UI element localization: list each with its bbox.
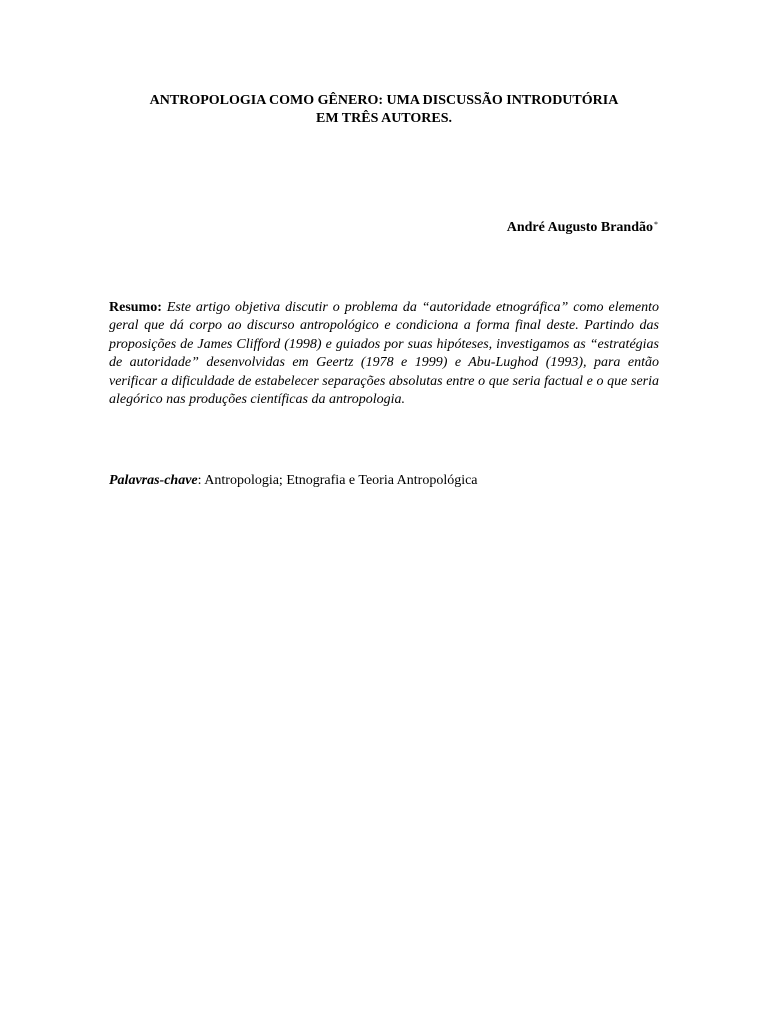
keywords-text: Antropologia; Etnografia e Teoria Antropológica [204,473,478,488]
author-line [507,219,658,237]
author-name: André Augusto Brandão [506,220,653,235]
paper-title [100,92,668,128]
paper-title-line-2: EM TRÊS AUTORES. [315,111,453,126]
abstract-label: Resumo: [109,300,162,315]
author-footnote-mark: * [654,220,658,229]
paper-title-line-1: ANTROPOLOGIA COMO GÊNERO: UMA DISCUSSÃO INTRODUTÓRIA [149,93,619,108]
keywords-line [109,472,659,490]
abstract-text: Este artigo objetiva discutir o problema da “autoridade etnográfica” como elemento geral que dá corpo ao discurso antropológico e condiciona a forma final deste. Partindo das proposições de James Clifford (1998) e guiados por suas hipóteses, investigamos as “estratégias de autoridade” desenvolvidas em Geertz (1978 e 1999) e Abu-Lughod (1993), para então verificar a dificuldade de estabelecer separações absolutas entre o que seria factual e o que seria alegórico nas produções científicas da antropologia. [109,300,660,408]
keywords-label: Palavras-chave [109,473,198,488]
abstract-paragraph [109,299,659,409]
keywords-separator: : [197,473,205,488]
